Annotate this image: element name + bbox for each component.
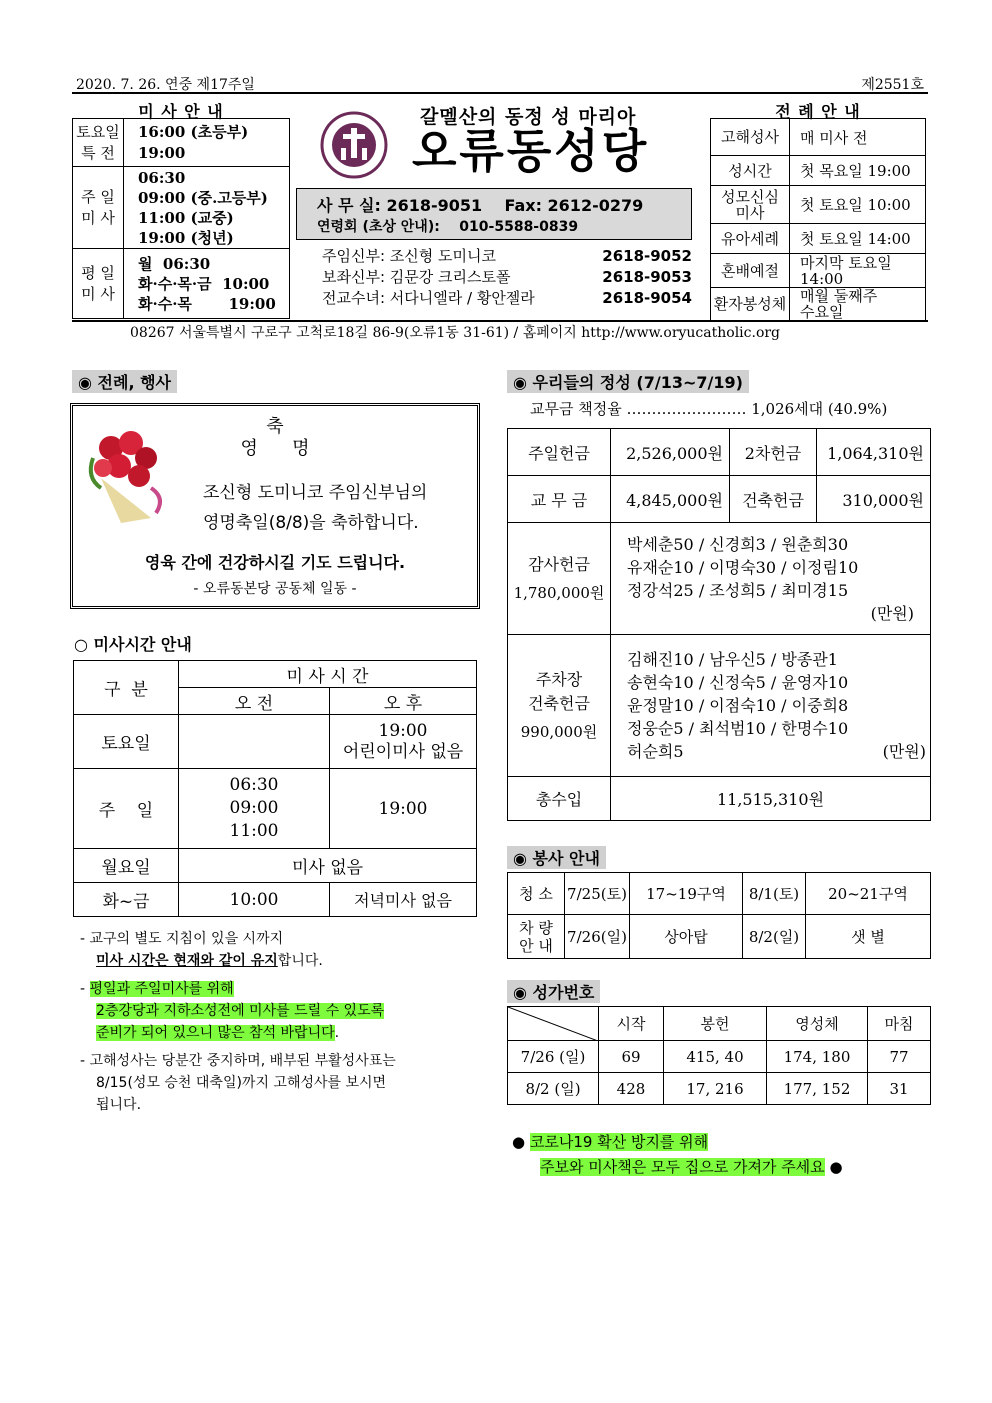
parking-label: 주차장 건축헌금 [528, 669, 590, 713]
staff-phone: 2618-9054 [602, 289, 692, 307]
service-date: 8/1(토) [743, 873, 806, 915]
greeting-message-1: 조신형 도미니코 주임신부님의 [203, 483, 428, 503]
offering-value: 1,064,310원 [817, 429, 931, 476]
service-heading: ◉ 봉사 안내 [507, 846, 606, 869]
hymn-val: 69 [599, 1041, 664, 1073]
feast-greeting-box [70, 403, 480, 609]
mass-info-times: 06:30 09:00 (중.고등부) 11:00 (교중) 19:00 (청년) [124, 167, 290, 249]
hymn-val: 77 [868, 1041, 931, 1073]
row-pm: 저녁미사 없음 [330, 883, 477, 917]
donor-line: 허순희5 [627, 742, 684, 761]
liturgy-value: 첫 토요일 14:00 [790, 224, 926, 254]
header-bar [72, 74, 928, 94]
offering-value: 4,845,000원 [611, 476, 730, 523]
service-date: 8/2(일) [743, 915, 806, 959]
offerings-table [507, 428, 931, 821]
staff-item [322, 288, 692, 309]
bullet-icon: ● [829, 1158, 843, 1176]
staff-role: 보좌신부: 김문강 크리스토폴 [322, 268, 511, 286]
parking-names [611, 635, 931, 777]
donor-line: 정강석25 / 조성희5 / 최미경15 [627, 580, 849, 600]
row-am [179, 715, 330, 769]
row-merged: 미사 없음 [179, 849, 477, 883]
liturgy-value: 첫 토요일 10:00 [790, 186, 926, 224]
donor-line: 박세춘50 / 신경희3 / 원춘희30 [627, 534, 849, 554]
liturgy-label: 혼배예절 [711, 254, 790, 288]
hymn-col: 영성체 [767, 1007, 868, 1041]
covid-notice [512, 1130, 843, 1180]
address: 08267 서울특별시 구로구 고척로18길 86-9(오류1동 31-61) / 홈페이지 http://www.oryucatholic.org [130, 325, 781, 341]
service-value: 샛 별 [806, 915, 931, 959]
note2-line3: 준비가 되어 있으니 많은 참석 바랍니다 [96, 1025, 335, 1041]
liturgy-value: 매월 둘째주 수요일 [790, 288, 926, 321]
note3-line1: - 고해성사는 당분간 중지하며, 배부된 부활성사표는 [80, 1053, 396, 1069]
staff-list [322, 246, 692, 309]
hymns-heading: ◉ 성가번호 [507, 980, 600, 1003]
greeting-title-2: 영 명 [240, 438, 310, 459]
service-value: 20~21구역 [806, 873, 931, 915]
service-table [507, 872, 931, 959]
note1-rest: 합니다. [277, 953, 323, 969]
liturgy-value: 마지막 토요일 14:00 [790, 254, 926, 288]
liturgy-info-title: 전 례 안 내 [775, 102, 861, 121]
greeting-signature: - 오류동본당 공동체 일동 - [193, 581, 357, 597]
col-am: 오 전 [179, 688, 330, 715]
mass-info-times: 월 06:30 화·수·목·금 10:00 화·수·목 19:00 [124, 249, 290, 319]
thanks-cell [508, 523, 611, 635]
col-pm: 오 후 [330, 688, 477, 715]
office-phone: 사 무 실: 2618-9051 Fax: 2612-0279 [317, 196, 644, 215]
offerings-heading: ◉ 우리들의 정성 (7/13~7/19) [507, 370, 749, 393]
greeting-title-1: 축 [266, 416, 284, 437]
greeting-blessing: 영육 간에 건강하시길 기도 드립니다. [144, 553, 406, 572]
greeting-message-2: 영명축일(8/8)을 축하합니다. [203, 513, 419, 533]
hymn-val: 177, 152 [767, 1073, 868, 1105]
thanks-amount: 1,780,000원 [513, 583, 605, 602]
offering-label: 2차헌금 [730, 429, 817, 476]
hymn-corner [508, 1007, 599, 1041]
row-label: 월요일 [74, 849, 179, 883]
service-date: 7/25(토) [565, 873, 630, 915]
note1-line1: - 교구의 별도 지침이 있을 시까지 [80, 931, 284, 947]
row-am: 06:30 09:00 11:00 [179, 769, 330, 849]
liturgy-label: 성모신심 미사 [711, 186, 790, 224]
hymn-val: 428 [599, 1073, 664, 1105]
funeral-contact: 연령회 (초상 안내): 010-5588-0839 [317, 219, 579, 235]
staff-phone: 2618-9053 [602, 268, 692, 286]
liturgy-label: 환자봉성체 [711, 288, 790, 321]
service-label: 차 량 안 내 [508, 915, 565, 959]
parking-cell [508, 635, 611, 777]
bullet-icon: ● [512, 1133, 526, 1151]
liturgy-value: 첫 목요일 19:00 [790, 156, 926, 186]
covid-line1: 코로나19 확산 방지를 위해 [529, 1133, 709, 1151]
mass-schedule-heading: ○ 미사시간 안내 [74, 635, 192, 654]
office-box [296, 188, 692, 240]
events-heading: ◉ 전례, 행사 [72, 370, 177, 393]
liturgy-label: 고해성사 [711, 119, 790, 156]
col-time: 미 사 시 간 [179, 661, 477, 688]
hymn-col: 마침 [868, 1007, 931, 1041]
row-label: 화~금 [74, 883, 179, 917]
liturgy-value: 매 미사 전 [790, 119, 926, 156]
unit-label: (만원) [882, 742, 926, 761]
mass-info-title: 미 사 안 내 [138, 102, 224, 121]
note3-line2: 8/15(성모 승천 대축일)까지 고해성사를 보시면 [96, 1075, 387, 1091]
hymn-val: 174, 180 [767, 1041, 868, 1073]
hymn-val: 17, 216 [664, 1073, 767, 1105]
staff-phone: 2618-9052 [602, 247, 692, 265]
staff-role: 전교수녀: 서다니엘라 / 황안젤라 [322, 289, 535, 307]
hymn-date: 7/26 (일) [508, 1041, 599, 1073]
hymns-table [507, 1006, 931, 1105]
offering-label: 주일헌금 [508, 429, 611, 476]
total-label: 총수입 [508, 777, 611, 821]
mass-info-label: 토요일 특 전 [73, 119, 124, 167]
parish-subtitle: 갈멜산의 동정 성 마리아 [420, 106, 637, 128]
note3-line3: 됩니다. [96, 1097, 142, 1113]
diagonal-line-icon [508, 1007, 598, 1041]
row-label: 주 일 [74, 769, 179, 849]
donor-line: 유재순10 / 이명숙30 / 이정림10 [627, 557, 859, 577]
note1-emphasis: 미사 시간은 현재와 같이 유지 [96, 953, 278, 969]
row-label: 토요일 [74, 715, 179, 769]
row-pm: 19:00 [330, 769, 477, 849]
donor-line: 윤정말10 / 이점숙10 / 이중희8 [627, 696, 849, 715]
hymn-col: 봉헌 [664, 1007, 767, 1041]
offering-value: 310,000원 [817, 476, 931, 523]
service-date: 7/26(일) [565, 915, 630, 959]
note2-line2: 2층강당과 지하소성전에 미사를 드릴 수 있도록 [96, 1003, 385, 1019]
date-line: 2020. 7. 26. 연중 제17주일 [76, 77, 255, 93]
row-pm: 19:00 어린이미사 없음 [330, 715, 477, 769]
liturgy-info-table [710, 118, 926, 321]
parish-logo [314, 110, 396, 180]
note1-line2 [80, 950, 480, 972]
parish-name: 오류동성당 [412, 124, 650, 178]
staff-item [322, 246, 692, 267]
notes: - 교구의 별도 지침이 있을 시까지 미사 시간은 현재와 같이 유지합니다. - 평일과 주일미사를 위해 2층강당과 지하소성전에 미사를 드릴 수 있도록 준비가 되어 있으니 많은 참석 바랍니다. - 고해성사는 당분간 중지하며, 배부된 부활성사표는 8/15(성모 승천 대축일)까지 고해성사를 보시면 됩니다. [80, 928, 480, 1116]
mass-info-label: 평 일 미 사 [73, 249, 124, 319]
hymn-col: 시작 [599, 1007, 664, 1041]
total-value: 11,515,310원 [611, 777, 931, 821]
liturgy-label: 유아세례 [711, 224, 790, 254]
thanks-names [611, 523, 931, 635]
mass-info-table [72, 118, 290, 319]
covid-line2: 주보와 미사책은 모두 집으로 가져가 주세요 [540, 1158, 825, 1176]
donor-line: 송현숙10 / 신정숙5 / 윤영자10 [627, 673, 849, 692]
row-am: 10:00 [179, 883, 330, 917]
hymn-date: 8/2 (일) [508, 1073, 599, 1105]
mass-info-times: 16:00 (초등부) 19:00 [124, 119, 290, 167]
hymn-val: 31 [868, 1073, 931, 1105]
donor-line: 김해진10 / 남우신5 / 방종관1 [627, 650, 838, 669]
note2-line1: 평일과 주일미사를 위해 [89, 981, 234, 997]
service-value: 17~19구역 [630, 873, 743, 915]
unit-label: (만원) [870, 603, 914, 623]
offering-value: 2,526,000원 [611, 429, 730, 476]
offering-label: 교 무 금 [508, 476, 611, 523]
mass-schedule-table [73, 660, 477, 917]
donor-line: 정웅순5 / 최석범10 / 한명수10 [627, 719, 849, 738]
col-category: 구 분 [74, 661, 179, 715]
offering-label: 건축헌금 [730, 476, 817, 523]
hymn-val: 415, 40 [664, 1041, 767, 1073]
dues-rate: 교무금 책정율 …………………… 1,026세대 (40.9%) [530, 400, 888, 418]
thanks-label: 감사헌금 [528, 554, 590, 574]
liturgy-label: 성시간 [711, 156, 790, 186]
mass-info-label: 주 일 미 사 [73, 167, 124, 249]
staff-role: 주임신부: 조신형 도미니코 [322, 247, 496, 265]
issue-number: 제2551호 [861, 77, 924, 93]
staff-item [322, 267, 692, 288]
service-label: 청 소 [508, 873, 565, 915]
parking-amount: 990,000원 [520, 722, 598, 741]
service-value: 상아탑 [630, 915, 743, 959]
